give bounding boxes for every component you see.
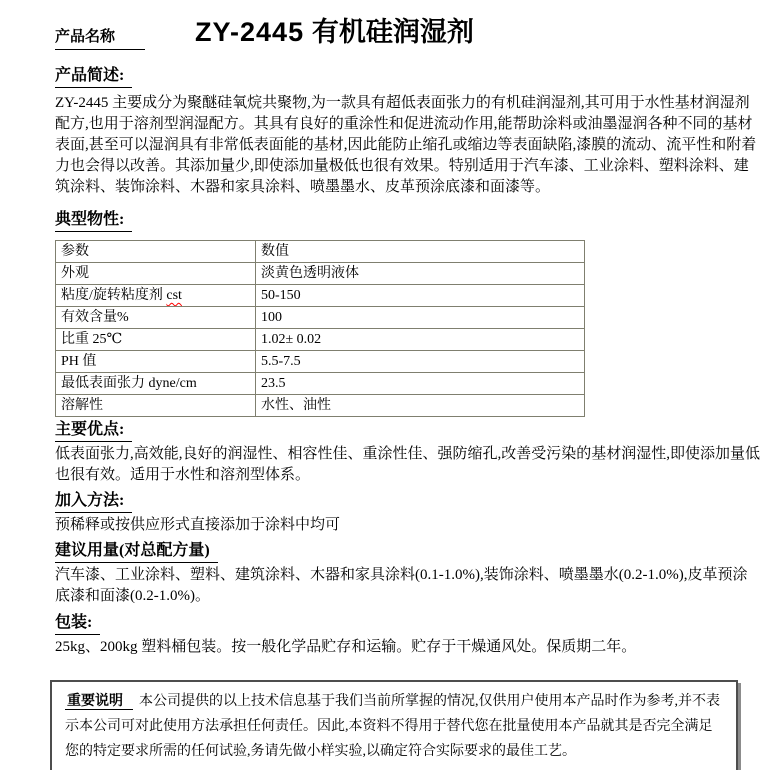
table-row — [56, 351, 585, 373]
page-title — [195, 10, 474, 49]
param-cell: 有效含量% — [56, 307, 256, 329]
disclaimer-box — [50, 680, 738, 770]
value-cell: 1.02± 0.02 — [256, 329, 585, 351]
table-header-row — [56, 241, 585, 263]
table-row — [56, 263, 585, 285]
product-name-label: 产品名称 — [55, 25, 145, 50]
addition-paragraph: 预稀释或按供应形式直接添加于涂料中均可 — [55, 517, 341, 533]
value-cell: 水性、油性 — [256, 395, 585, 417]
param-cell: 溶解性 — [56, 395, 256, 417]
table-row — [56, 395, 585, 417]
value-cell: 淡黄色透明液体 — [256, 263, 585, 285]
table-row — [56, 285, 585, 307]
column-header-param: 参数 — [56, 241, 256, 263]
table-row — [56, 307, 585, 329]
addition-heading: 加入方法: — [55, 491, 760, 513]
param-cell: 最低表面张力 dyne/cm — [56, 373, 256, 395]
brief-heading: 产品简述: — [55, 66, 760, 88]
advantages-paragraph: 低表面张力,高效能,良好的润湿性、相容性佳、重涂性佳、强防缩孔,改善受污染的基材润湿性,即使添加量低也很有效。适用于水性和溶剂型体系。 — [55, 446, 761, 483]
param-cell: 外观 — [56, 263, 256, 285]
value-cell: 100 — [256, 307, 585, 329]
value-cell: 50-150 — [256, 285, 585, 307]
advantages-heading: 主要优点: — [55, 420, 760, 442]
brief-paragraph: ZY-2445 主要成分为聚醚硅氧烷共聚物,为一款具有超低表面张力的有机硅润湿剂,其可用于水性基材润湿剂配方,也用于溶剂型润湿配方。其具有良好的重涂性和促进流动作用,能帮助涂料或油墨湿润各种不同的基材表面,甚至可以湿润具有非常低表面能的基材,因此能防止缩孔或缩边等表面缺陷,漆膜的流动、流平性和附着力也会得以改善。其添加量少,即使添加量极低也很有效果。特别适用于汽车漆、工业涂料、塑料涂料、建筑涂料、装饰涂料、木器和家具涂料、喷墨墨水、皮革预涂底漆和面漆等。 — [55, 95, 757, 195]
packaging-heading: 包装: — [55, 613, 760, 635]
table-row — [56, 373, 585, 395]
dosage-paragraph: 汽车漆、工业涂料、塑料、建筑涂料、木器和家具涂料(0.1-1.0%),装饰涂料、喷墨墨水(0.2-1.0%),皮革预涂底漆和面漆(0.2-1.0%)。 — [55, 567, 748, 604]
product-title-text: 有机硅润湿剂 — [311, 17, 474, 47]
properties-table — [55, 240, 585, 417]
value-cell: 5.5-7.5 — [256, 351, 585, 373]
value-cell: 23.5 — [256, 373, 585, 395]
header — [55, 10, 760, 50]
dosage-heading: 建议用量(对总配方量) — [55, 541, 760, 563]
column-header-value: 数值 — [256, 241, 585, 263]
packaging-paragraph: 25kg、200kg 塑料桶包装。按一般化学品贮存和运输。贮存于干燥通风处。保质期二年。 — [55, 639, 637, 655]
param-cell: 比重 25℃ — [56, 329, 256, 351]
disclaimer-label: 重要说明 — [65, 694, 133, 710]
properties-table-body — [56, 263, 585, 417]
table-row — [56, 329, 585, 351]
disclaimer-text: 本公司提供的以上技术信息基于我们当前所掌握的情况,仅供用户使用本产品时作为参考,并不表示本公司可对此使用方法承担任何责任。因此,本资料不得用于替代您在批量使用本产品就其是否完全满足您的特定要求所需的任何试验,务请先做小样实验,以确定符合实际要求的最佳工艺。 — [65, 694, 720, 759]
product-code: ZY-2445 — [195, 17, 305, 47]
properties-heading: 典型物性: — [55, 210, 760, 232]
param-cell: PH 值 — [56, 351, 256, 373]
spellcheck-word: cst — [166, 288, 182, 303]
param-cell: 粘度/旋转粘度剂 cst — [56, 285, 256, 307]
